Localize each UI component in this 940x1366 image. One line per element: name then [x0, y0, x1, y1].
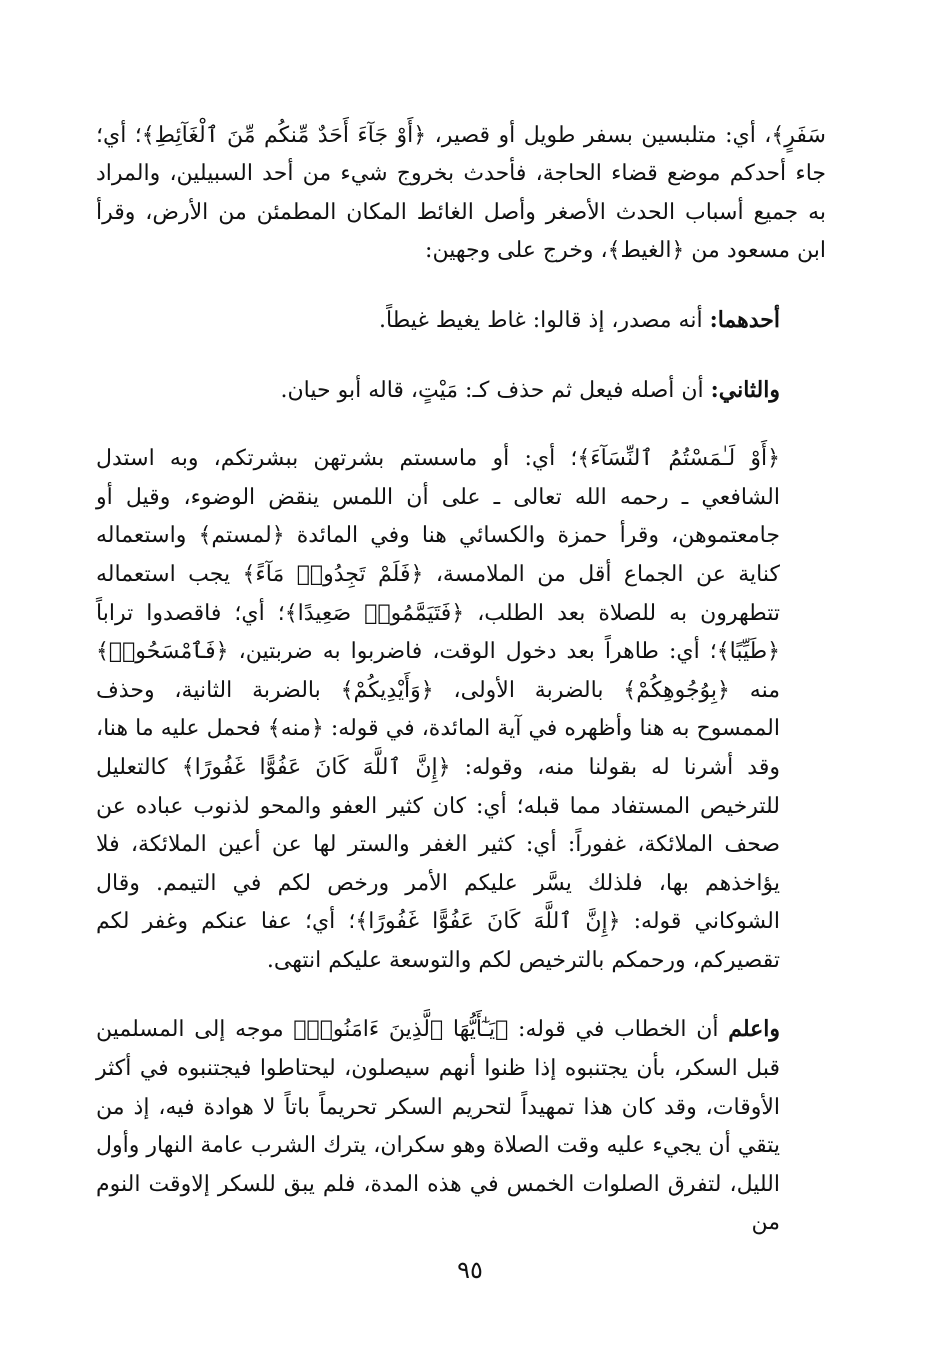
- paragraph-3: [96, 371, 826, 411]
- paragraph-4-text: ﴿أَوْ لَـٰمَسْتُمُ ٱلنِّسَآءَ﴾؛ أي: أو ماسستم بشرتهن ببشرتكم، وبه استدل الشافعي ـ رحمه الله تعالى ـ على أن اللمس ينقض الوضوء، وقيل أو جامعتموهن، وقرأ حمزة والكسائي هنا وفي المائدة ﴿لمستم﴾ واستعماله كناية عن الجماع أقل من الملامسة، ﴿فَلَمْ تَجِدُوا۟ مَآءً﴾ يجب استعماله تتطهرون به للصلاة بعد الطلب، ﴿فَتَيَمَّمُوا۟ صَعِيدًا﴾؛ أي؛ فاقصدوا تراباً ﴿طَيِّبًا﴾؛ أي: طاهراً بعد دخول الوقت، فاضربوا به ضربتين، ﴿فَٱمْسَحُوا۟﴾ منه ﴿بِوُجُوهِكُمْ﴾ بالضربة الأولى، ﴿وَأَيْدِيكُمْ﴾ بالضربة الثانية، وحذف الممسوح به هنا وأظهره في آية المائدة، في قوله: ﴿منه﴾ فحمل عليه ما هنا، وقد أشرنا له بقولنا منه، وقوله: ﴿إِنَّ ٱللَّهَ كَانَ عَفُوًّا غَفُورًا﴾ كالتعليل للترخيص المستفاد مما قبله؛ أي: كان كثير العفو والمحو لذنوب عباده عن صحف الملائكة، غفوراً: أي: كثير الغفر والستر لها عن أعين الملائكة، فلا يؤاخذهم بها، فلذلك يسَّر عليكم الأمر ورخص لكم في التيمم. وقال الشوكاني قوله: ﴿إِنَّ ٱللَّهَ كَانَ عَفُوًّا غَفُورًا﴾؛ أي؛ عفا عنكم وغفر لكم تقصيركم، ورحمكم بالترخيص لكم والتوسعة عليكم انتهى.: [96, 446, 780, 973]
- paragraph-gap: [96, 341, 826, 371]
- paragraph-2-text: أنه مصدر، إذ قالوا: غاط يغيط غيطاً.: [379, 307, 710, 333]
- paragraph-1-text: سَفَرٍ﴾، أي: متلبسين بسفر طويل أو قصير، ﴿أَوْ جَآءَ أَحَدٌ مِّنكُم مِّنَ ٱلْغَآئِطِ﴾؛ أي؛ جاء أحدكم موضع قضاء الحاجة، فأحدث بخروج شيء من أحد السبيلين، والمراد به جميع أسباب الحدث الأصغر وأصل الغائط المكان المطمئن من الأرض، وقرأ ابن مسعود من ﴿الغيط﴾، وخرج على وجهين:: [96, 122, 826, 264]
- paragraph-5-text: أن الخطاب في قوله: ﴿يَـٰٓأَيُّهَا ٱلَّذِينَ ءَامَنُوا۟﴾ موجه إلى المسلمين قبل السكر، بأن يجتنبوه إذا ظنوا أنهم سيصلون، ليحتاطوا فيجتنبوه في أكثر الأوقات، وقد كان هذا تمهيداً لتحريم السكر تحريماً باتاً لا هوادة فيه، إذ من يتقي أن يجيء عليه وقت الصلاة وهو سكران، يترك الشرب عامة النهار وأول الليل، لتفرق الصلوات الخمس في هذه المدة، فلم يبق للسكر إلاوقت النوم من: [96, 1017, 780, 1236]
- paragraph-5: [96, 1010, 826, 1243]
- paragraph-gap: [96, 271, 826, 301]
- paragraph-gap: [96, 980, 826, 1010]
- paragraph-1: [96, 78, 826, 271]
- paragraph-3-lead: والثاني:: [710, 376, 780, 403]
- paragraph-4: [96, 440, 826, 980]
- page-number: ٩٥: [457, 1256, 483, 1284]
- paragraph-5-lead: واعلم: [728, 1016, 780, 1043]
- paragraph-gap: [96, 410, 826, 440]
- page-body: [96, 78, 826, 1243]
- paragraph-3-text: أن أصله فيعل ثم حذف كـ: مَيْتٍ، قاله أبو حيان.: [280, 377, 711, 403]
- paragraph-2-lead: أحدهما:: [709, 306, 780, 333]
- paragraph-2: [96, 301, 826, 341]
